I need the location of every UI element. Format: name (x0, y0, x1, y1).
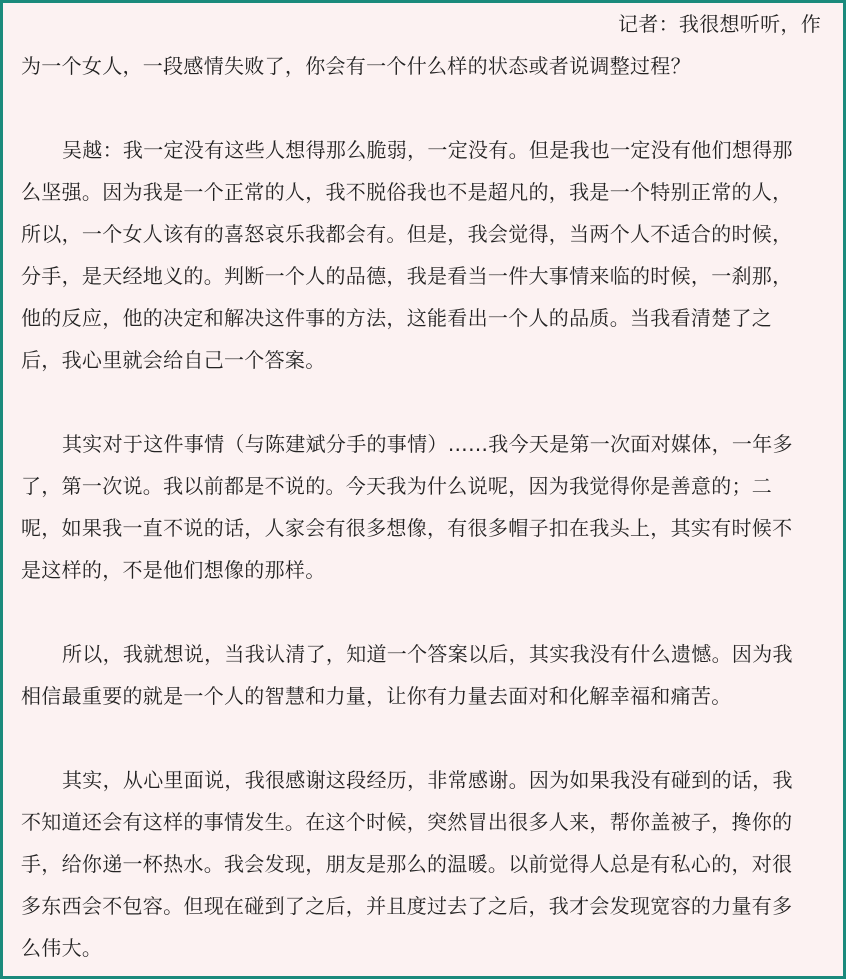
text-line: 记者：我很想听听，作 (618, 12, 821, 36)
text-line: 所以，我就想说，当我认清了，知道一个答案以后，其实我没有什么遗憾。因为我 (62, 642, 793, 666)
paragraph-gap (21, 87, 825, 129)
text-line: 了，第一次说。我以前都是不说的。今天我为什么说呢，因为我觉得你是善意的；二 (21, 474, 773, 498)
paragraph-gap (21, 717, 825, 759)
text-line: 后，我心里就会给自己一个答案。 (21, 348, 326, 372)
text-line: 其实对于这件事情（与陈建斌分手的事情）……我今天是第一次面对媒体，一年多 (62, 432, 793, 456)
text-line: 是这样的，不是他们想像的那样。 (21, 558, 326, 582)
text-line: 他的反应，他的决定和解决这件事的方法，这能看出一个人的品质。当我看清楚了之 (21, 306, 773, 330)
text-line: 为一个女人，一段感情失败了，你会有一个什么样的状态或者说调整过程？ (21, 54, 691, 78)
text-line: 呢，如果我一直不说的话，人家会有很多想像，有很多帽子扣在我头上，其实有时候不 (21, 516, 793, 540)
paragraph-gap (21, 591, 825, 633)
text-line: 么伟大。 (21, 936, 103, 960)
article-text (21, 3, 825, 969)
text-line: 不知道还会有这样的事情发生。在这个时候，突然冒出很多人来，帮你盖被子，搀你的 (21, 810, 793, 834)
paragraph-gap (21, 381, 825, 423)
text-line: 分手，是天经地义的。判断一个人的品德，我是看当一件大事情来临的时候，一刹那， (21, 264, 793, 288)
text-line: 其实，从心里面说，我很感谢这段经历，非常感谢。因为如果我没有碰到的话，我 (62, 768, 793, 792)
text-line: 相信最重要的就是一个人的智慧和力量，让你有力量去面对和化解幸福和痛苦。 (21, 684, 732, 708)
text-line: 吴越：我一定没有这些人想得那么脆弱，一定没有。但是我也一定没有他们想得那 (62, 138, 793, 162)
text-line: 么坚强。因为我是一个正常的人，我不脱俗我也不是超凡的，我是一个特别正常的人， (21, 180, 793, 204)
text-line: 多东西会不包容。但现在碰到了之后，并且度过去了之后，我才会发现宽容的力量有多 (21, 894, 793, 918)
text-line: 所以，一个女人该有的喜怒哀乐我都会有。但是，我会觉得，当两个人不适合的时候， (21, 222, 793, 246)
text-line: 手，给你递一杯热水。我会发现，朋友是那么的温暖。以前觉得人总是有私心的，对很 (21, 852, 793, 876)
